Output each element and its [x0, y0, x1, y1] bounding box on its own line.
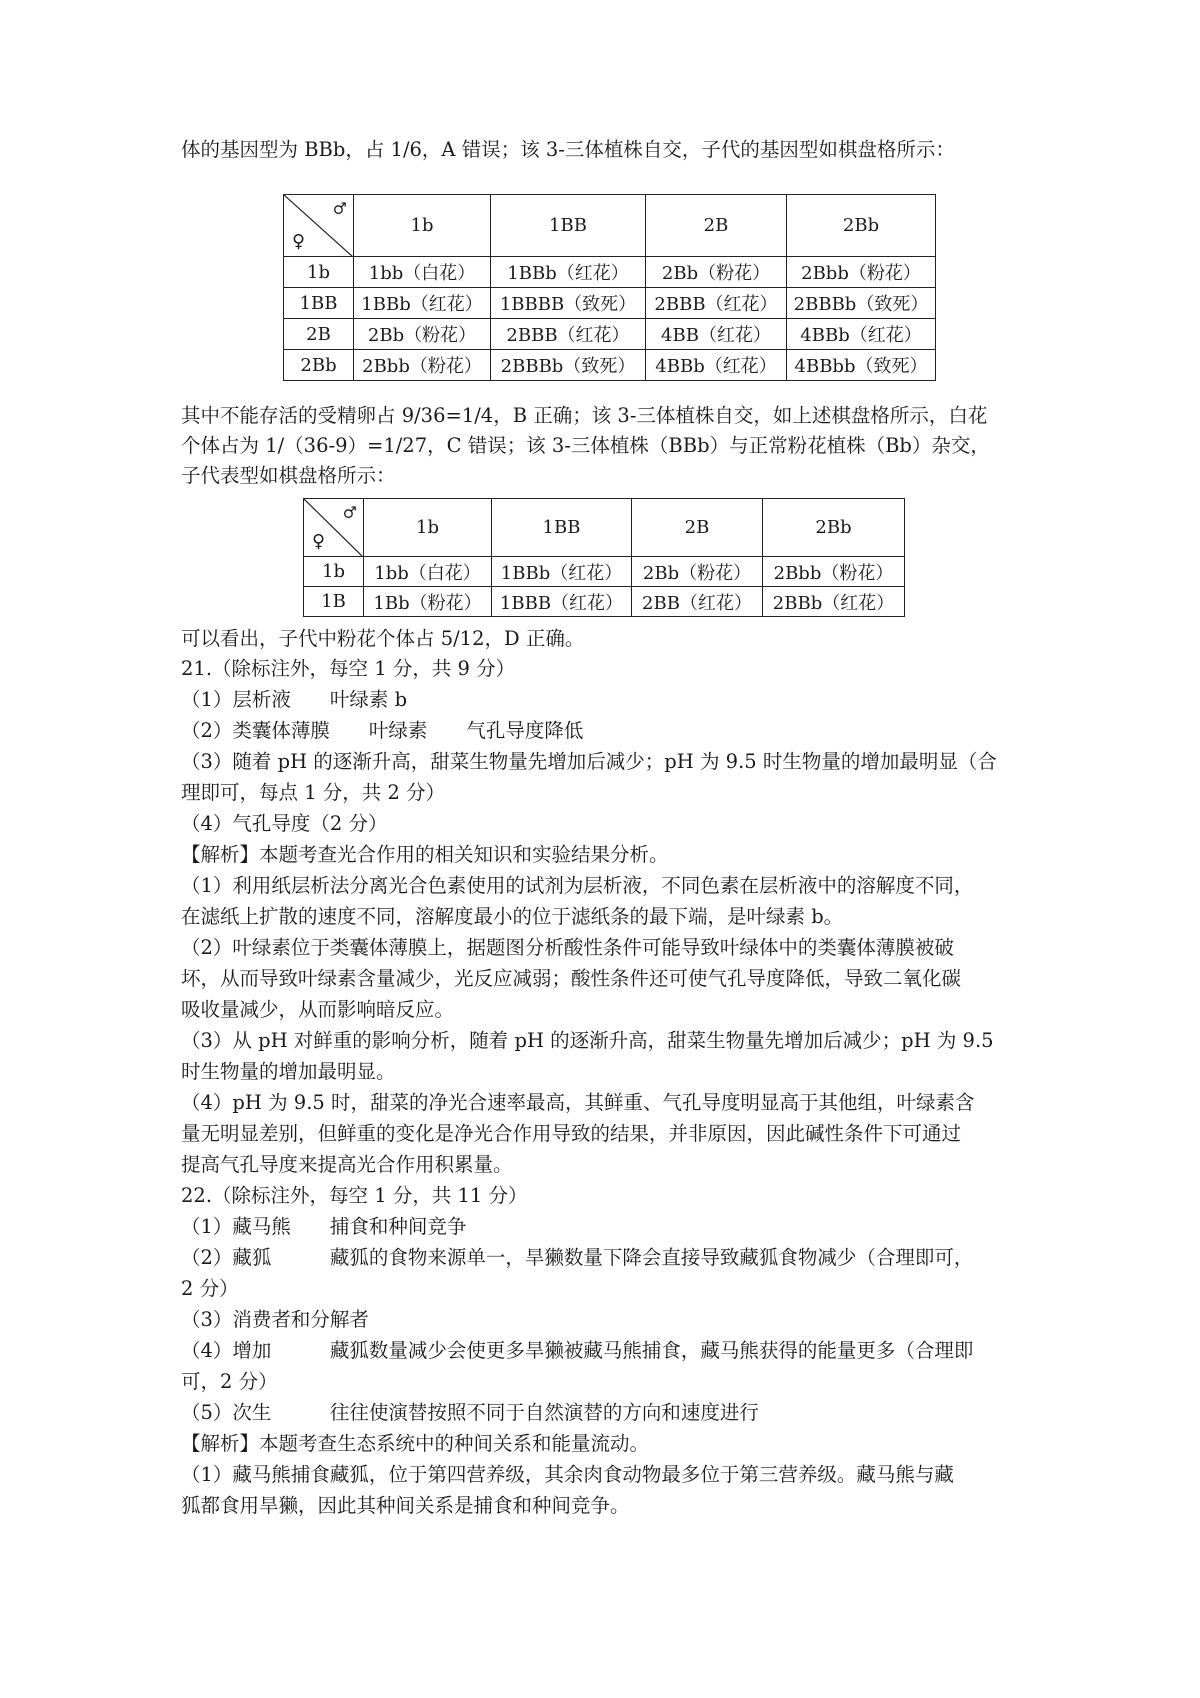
paragraph-line: 子代表型如棋盘格所示： — [181, 464, 396, 487]
table1-col-header: 1b — [354, 195, 491, 257]
paragraph-line: 其中不能存活的受精卵占 9/36=1/4，B 正确；该 3-三体植株自交，如上述棋盘格所示，白花 — [181, 404, 988, 427]
question-heading: 22.（除标注外，每空 1 分，共 11 分） — [181, 1184, 528, 1207]
table2-cell: 1BBb（红花） — [492, 557, 632, 587]
analysis-line: 量无明显差别，但鲜重的变化是净光合作用导致的结果，并非原因，因此碱性条件下可通过 — [181, 1122, 962, 1145]
table2-col-header: 1b — [364, 499, 492, 557]
table2-cell: 2Bbb（粉花） — [763, 557, 905, 587]
table2-cell: 1Bb（粉花） — [364, 587, 492, 617]
table2-cell: 2BB（红花） — [632, 587, 763, 617]
punnett-table-1 — [283, 194, 936, 381]
table1-row — [284, 319, 936, 350]
analysis-line: （2）叶绿素位于类囊体薄膜上，据题图分析酸性条件可能导致叶绿体中的类囊体薄膜被破 — [181, 936, 954, 959]
table1-row-header: 1BB — [284, 288, 354, 319]
analysis-heading: 【解析】本题考查生态系统中的种间关系和能量流动。 — [181, 1432, 650, 1455]
analysis-line: （1）利用纸层析法分离光合色素使用的试剂为层析液，不同色素在层析液中的溶解度不同， — [181, 874, 974, 897]
table1-cell: 2Bbb（粉花） — [787, 257, 936, 288]
analysis-line: 时生物量的增加最明显。 — [181, 1060, 396, 1083]
table2-corner — [304, 499, 364, 557]
paragraph-line: 个体占为 1/（36-9）=1/27，C 错误；该 3-三体植株（BBb）与正常粉花植株（Bb）杂交， — [181, 434, 990, 457]
table1-cell: 1BBb（红花） — [491, 257, 646, 288]
answer-line: （1）藏马熊 捕食和种间竞争 — [181, 1215, 467, 1238]
table1-col-header: 2Bb — [787, 195, 936, 257]
analysis-line: 狐都食用旱獭，因此其种间关系是捕食和种间竞争。 — [181, 1494, 630, 1517]
male-symbol: ♂ — [332, 199, 347, 218]
answer-line: （4）气孔导度（2 分） — [181, 812, 388, 835]
answer-line: （4）增加 藏狐数量减少会使更多旱獭被藏马熊捕食，藏马熊获得的能量更多（合理即 — [181, 1339, 974, 1362]
male-symbol: ♂ — [342, 503, 357, 522]
table2-cell: 1BBB（红花） — [492, 587, 632, 617]
table2-cell: 2Bb（粉花） — [632, 557, 763, 587]
table1-cell: 2BBB（红花） — [491, 319, 646, 350]
analysis-line: 在滤纸上扩散的速度不同，溶解度最小的位于滤纸条的最下端，是叶绿素 b。 — [181, 905, 844, 928]
table1-corner — [284, 195, 354, 257]
table1-cell: 4BBb（红花） — [646, 350, 787, 381]
table1-row — [284, 288, 936, 319]
punnett-table-2 — [303, 498, 905, 617]
analysis-line: （3）从 pH 对鲜重的影响分析，随着 pH 的逐渐升高，甜菜生物量先增加后减少；pH 为 9.5 — [181, 1029, 994, 1052]
answer-line: （5）次生 往往使演替按照不同于自然演替的方向和速度进行 — [181, 1401, 759, 1424]
table1-cell: 2BBB（红花） — [646, 288, 787, 319]
table1-cell: 1bb（白花） — [354, 257, 491, 288]
answer-line: （3）消费者和分解者 — [181, 1308, 369, 1331]
table2-row — [304, 557, 905, 587]
answer-line: 2 分） — [181, 1277, 239, 1300]
table1-col-header: 1BB — [491, 195, 646, 257]
table1-row-header: 2B — [284, 319, 354, 350]
table2-col-header: 1BB — [492, 499, 632, 557]
table2-cell: 2BBb（红花） — [763, 587, 905, 617]
table1-cell: 4BBb（红花） — [787, 319, 936, 350]
intro-line: 体的基因型为 BBb，占 1/6，A 错误；该 3-三体植株自交，子代的基因型如棋盘格所示： — [181, 138, 955, 161]
analysis-line: 坏，从而导致叶绿素含量减少，光反应减弱；酸性条件还可使气孔导度降低，导致二氧化碳 — [181, 967, 962, 990]
table1-cell: 2Bb（粉花） — [354, 319, 491, 350]
table1-col-header: 2B — [646, 195, 787, 257]
table2-col-header: 2B — [632, 499, 763, 557]
table2-row-header: 1B — [304, 587, 364, 617]
analysis-heading: 【解析】本题考查光合作用的相关知识和实验结果分析。 — [181, 843, 669, 866]
table2-row — [304, 587, 905, 617]
table1-cell: 2Bbb（粉花） — [354, 350, 491, 381]
table1-cell: 2BBBb（致死） — [787, 288, 936, 319]
table2-col-header: 2Bb — [763, 499, 905, 557]
answer-line: 可，2 分） — [181, 1370, 278, 1393]
female-symbol: ♀ — [312, 531, 326, 552]
answer-line: （2）类囊体薄膜 叶绿素 气孔导度降低 — [181, 719, 584, 742]
table1-row-header: 2Bb — [284, 350, 354, 381]
table2-cell: 1bb（白花） — [364, 557, 492, 587]
table1-cell: 4BBbb（致死） — [787, 350, 936, 381]
analysis-line: 吸收量减少，从而影响暗反应。 — [181, 998, 455, 1021]
table1-cell: 1BBb（红花） — [354, 288, 491, 319]
question-heading: 21.（除标注外，每空 1 分，共 9 分） — [181, 657, 516, 680]
table2-row-header: 1b — [304, 557, 364, 587]
female-symbol: ♀ — [292, 231, 306, 252]
table1-cell: 1BBBB（致死） — [491, 288, 646, 319]
answer-line: （1）层析液 叶绿素 b — [181, 688, 408, 711]
answer-line: 理即可，每点 1 分，共 2 分） — [181, 781, 446, 804]
table1-cell: 4BB（红花） — [646, 319, 787, 350]
answer-line: （2）藏狐 藏狐的食物来源单一，旱獭数量下降会直接导致藏狐食物减少（合理即可， — [181, 1246, 974, 1269]
analysis-line: （4）pH 为 9.5 时，甜菜的净光合速率最高，其鲜重、气孔导度明显高于其他组，叶绿素含 — [181, 1091, 975, 1114]
table1-cell: 2BBBb（致死） — [491, 350, 646, 381]
analysis-line: 提高气孔导度来提高光合作用积累量。 — [181, 1153, 513, 1176]
table1-cell: 2Bb（粉花） — [646, 257, 787, 288]
table1-row-header: 1b — [284, 257, 354, 288]
table1-row — [284, 257, 936, 288]
analysis-line: （1）藏马熊捕食藏狐，位于第四营养级，其余肉食动物最多位于第三营养级。藏马熊与藏 — [181, 1463, 954, 1486]
table1-row — [284, 350, 936, 381]
answer-line: 可以看出，子代中粉花个体占 5/12，D 正确。 — [181, 627, 585, 650]
answer-line: （3）随着 pH 的逐渐升高，甜菜生物量先增加后减少；pH 为 9.5 时生物量的增加最明显（合 — [181, 750, 997, 773]
